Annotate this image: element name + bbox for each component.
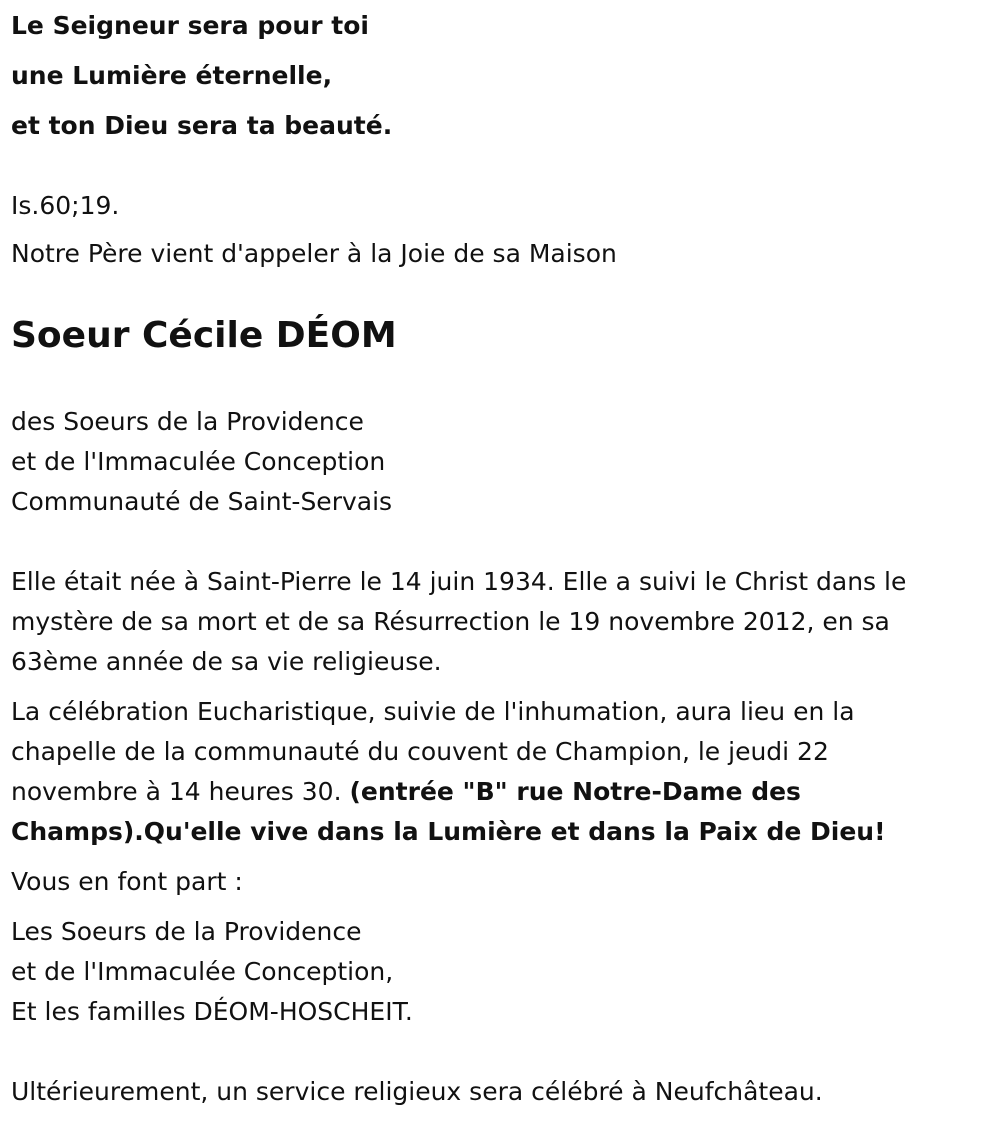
ceremony-line-1: La célébration Eucharistique, suivie de l'inhumation, aura lieu en la — [11, 697, 855, 726]
biography-line-1: Elle était née à Saint-Pierre le 14 juin 1934. Elle a suivi le Christ dans le — [11, 567, 907, 596]
verse-reference: Is.60;19. — [11, 191, 120, 220]
verse-line-3: et ton Dieu sera ta beauté. — [11, 111, 393, 140]
biography-line-2: mystère de sa mort et de sa Résurrection le 19 novembre 2012, en sa — [11, 607, 890, 636]
intro-text: Notre Père vient d'appeler à la Joie de sa Maison — [11, 239, 617, 268]
congregation-line-2: et de l'Immaculée Conception — [11, 447, 386, 476]
biography-line-3: 63ème année de sa vie religieuse. — [11, 647, 442, 676]
signatory-line-1: Les Soeurs de la Providence — [11, 917, 362, 946]
verse-line-2: une Lumière éternelle, — [11, 61, 333, 90]
announcement-text: Vous en font part : — [11, 867, 243, 896]
ceremony-time: novembre à 14 heures 30. — [11, 777, 350, 806]
congregation-line-1: des Soeurs de la Providence — [11, 407, 364, 436]
ceremony-entrance: (entrée "B" rue Notre-Dame des — [349, 777, 801, 806]
verse-line-1: Le Seigneur sera pour toi — [11, 11, 369, 40]
ceremony-line-3 — [11, 772, 801, 812]
ceremony-line-2: chapelle de la communauté du couvent de Champion, le jeudi 22 — [11, 737, 829, 766]
signatory-line-2: et de l'Immaculée Conception, — [11, 957, 394, 986]
congregation-line-3: Communauté de Saint-Servais — [11, 487, 393, 516]
deceased-name: Soeur Cécile DÉOM — [11, 315, 397, 356]
closing-text: Ultérieurement, un service religieux sera célébré à Neufchâteau. — [11, 1077, 823, 1106]
signatory-line-3: Et les familles DÉOM-HOSCHEIT. — [11, 997, 413, 1026]
ceremony-blessing: Champs).Qu'elle vive dans la Lumière et dans la Paix de Dieu! — [11, 817, 886, 846]
